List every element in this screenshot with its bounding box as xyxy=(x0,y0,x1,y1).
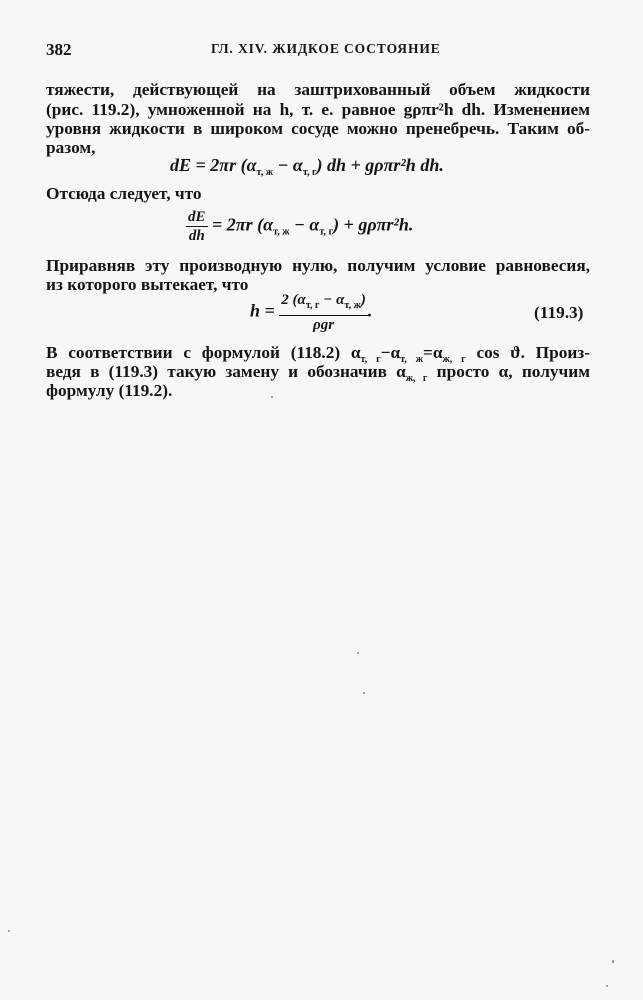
equation-2-derivative xyxy=(186,209,208,244)
paragraph-4-line-1-part-c: =α xyxy=(423,343,443,362)
equation-3-num-suffix: ) xyxy=(360,292,366,308)
equation-3-num-subscript-1: т, г xyxy=(305,300,320,311)
page-header xyxy=(46,38,591,62)
equation-2 xyxy=(186,209,413,244)
equation-3-num-prefix: 2 (α xyxy=(281,292,306,308)
paragraph-4-line-3: формулу (119.2). xyxy=(46,381,173,400)
equation-2-numerator: dE xyxy=(188,209,206,225)
equation-3-lhs: h = xyxy=(250,300,280,321)
equation-3-num-subscript-2: т, ж xyxy=(344,300,361,311)
equation-1-middle: − α xyxy=(272,155,303,175)
equation-1-subscript-2: т, г xyxy=(302,167,317,178)
paragraph-4-line-1-subscript-3: ж, г xyxy=(442,354,466,365)
equation-1-rhs: ) dh + gρπr²h dh. xyxy=(316,155,444,175)
paragraph-4-line-2-subscript-1: ж, г xyxy=(405,373,428,384)
paragraph-3-line-2: из которого вытекает, что xyxy=(46,275,249,294)
scan-speck xyxy=(271,396,273,398)
equation-1-lhs: dE = 2πr (α xyxy=(170,155,257,175)
paragraph-4-line-2-part-a: ведя в (119.3) такую замену и обозначив α xyxy=(46,362,406,381)
paragraph-1-line-4: разом, xyxy=(46,138,96,157)
page-number: 382 xyxy=(46,40,72,59)
paragraph-1-line-2: (рис. 119.2), умноженной на h, т. е. равное gρπr²h dh. Изменением xyxy=(46,100,590,119)
scan-speck xyxy=(363,692,365,694)
paragraph-2: Отсюда следует, что xyxy=(46,184,202,203)
paragraph-3-line-1: Приравняв эту производную нулю, получим условие равновесия, xyxy=(46,256,590,275)
paragraph-1-line-3: уровня жидкости в широком сосуде можно пренебречь. Таким об- xyxy=(46,119,590,138)
equation-3 xyxy=(250,292,372,333)
equation-3-fraction xyxy=(279,292,368,333)
equation-2-subscript-1: т, ж xyxy=(273,226,290,238)
equation-3-number: (119.3) xyxy=(534,303,584,322)
paragraph-4-line-1-part-a: В соответствии с формулой (118.2) α xyxy=(46,343,361,362)
paragraph-4-line-1-subscript-2: т, ж xyxy=(400,354,423,365)
equation-3-denominator: ρgr xyxy=(313,317,335,333)
scan-speck xyxy=(606,985,608,987)
running-title: ГЛ. XIV. ЖИДКОЕ СОСТОЯНИЕ xyxy=(211,41,441,56)
equation-2-denominator: dh xyxy=(188,228,205,244)
paragraph-4-line-2-part-b: просто α, получим xyxy=(427,362,591,381)
equation-2-subscript-2: т, г xyxy=(319,226,334,238)
equation-3-tail: . xyxy=(367,300,373,321)
equation-1 xyxy=(170,155,444,178)
equation-2-rhs: ) + gρπr²h. xyxy=(333,214,414,235)
equation-1-subscript-1: т, ж xyxy=(256,167,273,178)
paragraph-4-line-1-part-d: cos ϑ. Произ- xyxy=(465,343,590,362)
equation-2-equals: = 2πr (α xyxy=(207,214,274,235)
paragraph-4-line-1-subscript-1: т, г xyxy=(360,354,381,365)
equation-3-numerator xyxy=(279,292,368,316)
paragraph-4-line-1-part-b: −α xyxy=(380,343,401,362)
scan-speck xyxy=(612,960,614,963)
equation-2-middle: − α xyxy=(289,214,320,235)
equation-3-num-middle: − α xyxy=(319,292,345,308)
scan-speck xyxy=(357,652,359,654)
paragraph-1-line-1: тяжести, действующей на заштрихованный объем жидкости xyxy=(46,80,590,99)
scan-speck xyxy=(8,930,10,932)
